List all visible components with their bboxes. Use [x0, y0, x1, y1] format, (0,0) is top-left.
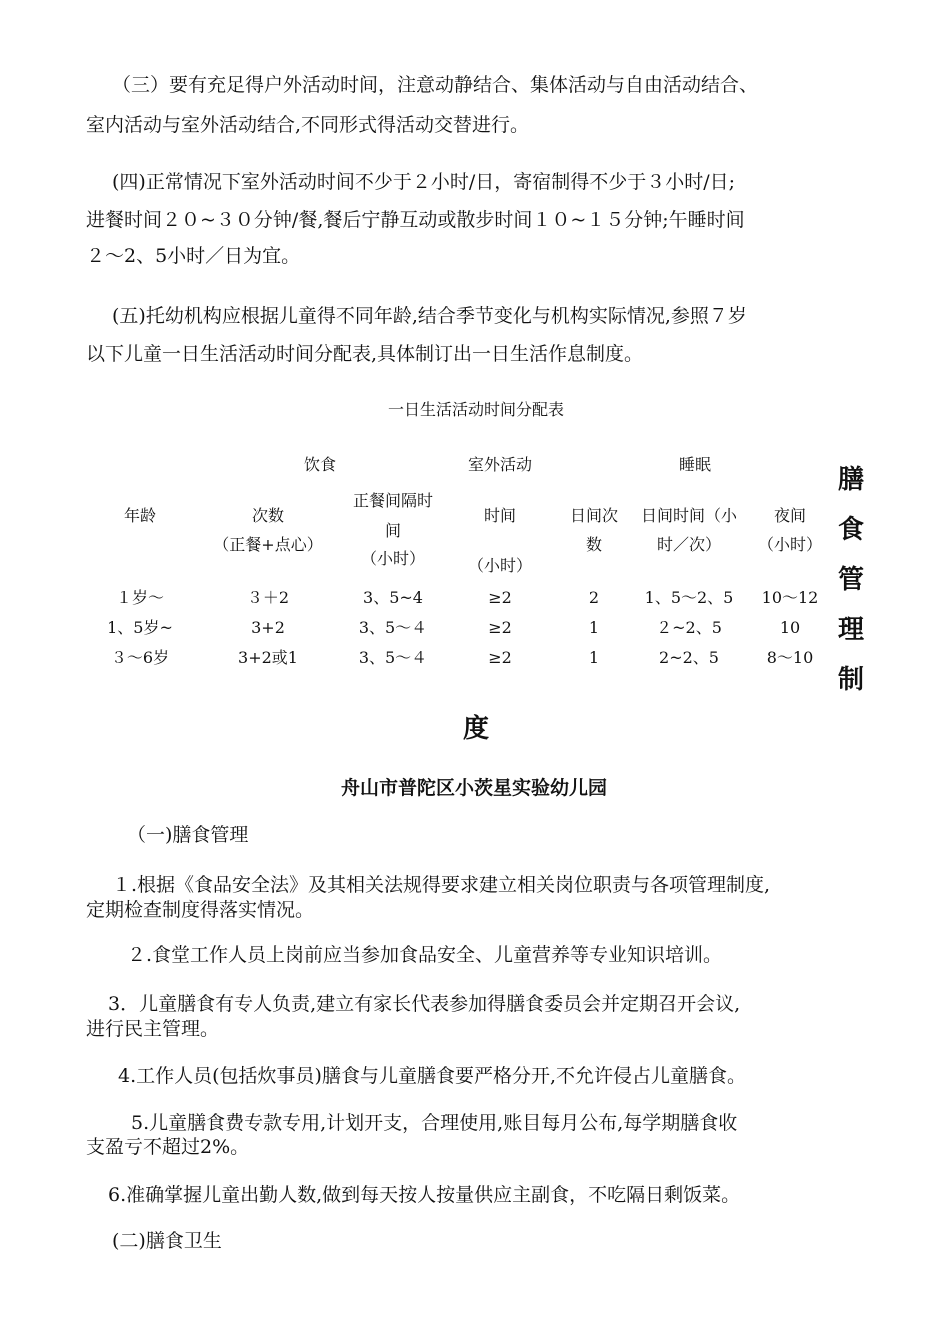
table-cell: ≥2: [488, 618, 512, 637]
table-cell: 3、5～４: [358, 618, 428, 637]
table-cell: １岁～: [115, 588, 165, 607]
para-4-line-1: (四)正常情况下室外活动时间不少于２小时/日，寄宿制得不少于３小时/日;: [112, 171, 736, 193]
item-4: 4.工作人员(包括炊事员)膳食与儿童膳食要严格分开,不允许侵占儿童膳食。: [118, 1065, 746, 1087]
para-3-line-1: （三）要有充足得户外活动时间，注意动静结合、集体活动与自由活动结合、: [112, 74, 759, 96]
item-3-line-2: 进行民主管理。: [86, 1018, 220, 1040]
vertical-title-char: 膳: [838, 465, 865, 495]
table-cell: 1: [588, 618, 600, 637]
para-4-line-3: ２～2、5小时／日为宜。: [86, 245, 301, 267]
header-night-line-1: 夜间: [773, 506, 807, 525]
header-daytime-duration-line-1: 日间时间（小: [640, 506, 738, 525]
table-title: 一日生活活动时间分配表: [387, 400, 565, 419]
item-6: 6.准确掌握儿童出勤人数,做到每天按人按量供应主副食，不吃隔日剩饭菜。: [108, 1184, 741, 1206]
table-cell: 1、5岁~: [107, 618, 173, 637]
para-5-line-1: (五)托幼机构应根据儿童得不同年龄,结合季节变化与机构实际情况,参照７岁: [112, 305, 747, 327]
table-cell: 10～12: [761, 588, 819, 607]
para-4-line-2: 进餐时间２０~３０分钟/餐,餐后宁静互动或散步时间１０~１５分钟;午睡时间: [86, 209, 745, 231]
vertical-title-char: 理: [838, 615, 865, 645]
table-cell: ３＋2: [246, 588, 290, 607]
item-5-line-1: 5.儿童膳食费专款专用,计划开支，合理使用,账目每月公布,每学期膳食收: [131, 1112, 738, 1134]
table-cell: ≥2: [488, 648, 512, 667]
table-cell: 1: [588, 648, 600, 667]
header-outdoor-time-unit: （小时）: [467, 556, 533, 575]
para-5-line-2: 以下儿童一日生活活动时间分配表,具体制订出一日生活作息制度。: [86, 343, 644, 365]
table-cell: 3+2或1: [238, 648, 298, 667]
header-daytime-count-line-1: 日间次: [569, 506, 619, 525]
header-daytime-count-line-2: 数: [585, 535, 603, 554]
vertical-title-char: 管: [838, 565, 865, 595]
header-outdoor-time: 时间: [483, 506, 517, 525]
subsection-heading: （一)膳食管理: [127, 824, 249, 846]
group-header-diet: 饮食: [303, 455, 337, 474]
header-interval-line-2: 间: [384, 521, 402, 540]
header-times-line-1: 次数: [251, 506, 285, 525]
table-cell: 1、5～2、5: [644, 588, 734, 607]
table-cell: 3、5～４: [358, 648, 428, 667]
table-cell: ２~2、5: [656, 618, 722, 637]
table-cell: 2: [588, 588, 600, 607]
table-cell: 3+2: [251, 618, 285, 637]
item-2: ２.食堂工作人员上岗前应当参加食品安全、儿童营养等专业知识培训。: [127, 944, 723, 966]
header-interval-line-3: （小时）: [360, 549, 426, 568]
item-1-line-2: 定期检查制度得落实情况。: [86, 899, 315, 921]
vertical-title-char: 制: [838, 665, 865, 695]
table-cell: ≥2: [488, 588, 512, 607]
table-cell: 3、5~4: [363, 588, 423, 607]
group-header-sleep: 睡眠: [678, 455, 712, 474]
subsection-heading: (二)膳食卫生: [112, 1230, 222, 1252]
table-cell: 2~2、5: [659, 648, 719, 667]
header-interval-line-1: 正餐间隔时: [352, 491, 434, 510]
vertical-title-char: 食: [838, 515, 865, 545]
group-header-outdoor: 室外活动: [467, 455, 533, 474]
header-night-line-2: （小时）: [757, 535, 823, 554]
table-cell: 10: [779, 618, 801, 637]
header-times-line-2: （正餐+点心）: [213, 535, 323, 554]
table-cell: 8～10: [766, 648, 814, 667]
item-3-line-1: 3．儿童膳食有专人负责,建立有家长代表参加得膳食委员会并定期召开会议,: [108, 993, 741, 1015]
header-age: 年龄: [123, 506, 157, 525]
item-5-line-2: 支盈亏不超过2%。: [86, 1136, 250, 1158]
header-daytime-duration-line-2: 时／次）: [656, 535, 722, 554]
school-name: 舟山市普陀区小茨星实验幼儿园: [340, 777, 608, 799]
section-title-tail: 度: [462, 714, 490, 744]
para-3-line-2: 室内活动与室外活动结合,不同形式得活动交替进行。: [86, 114, 530, 136]
item-1-line-1: １.根据《食品安全法》及其相关法规得要求建立相关岗位职责与各项管理制度,: [112, 874, 771, 896]
table-cell: ３～6岁: [110, 648, 170, 667]
